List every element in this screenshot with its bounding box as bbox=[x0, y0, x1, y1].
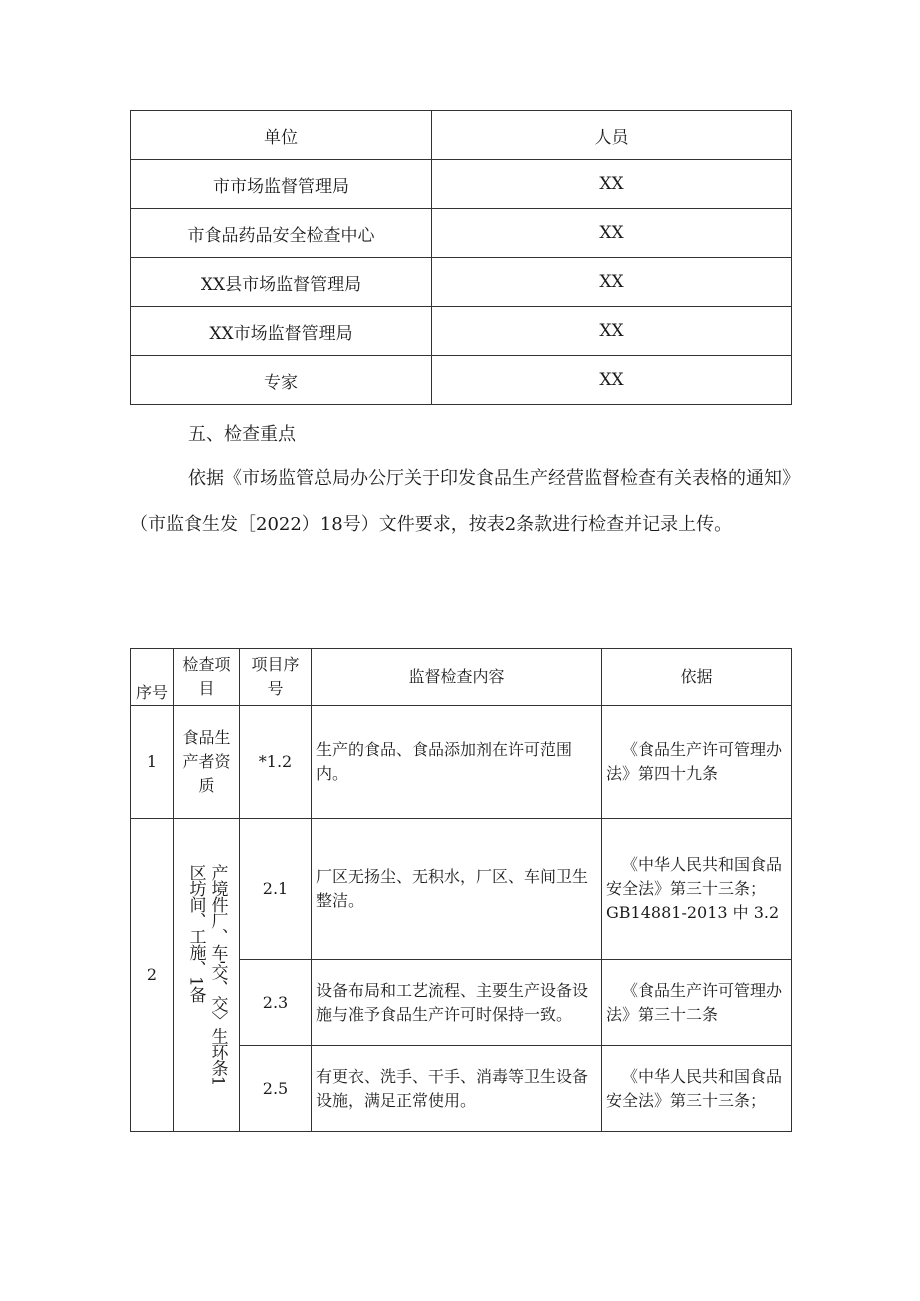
content-cell: 有更衣、洗手、干手、消毒等卫生设备设施，满足正常使用。 bbox=[312, 1046, 602, 1132]
header-personnel: 人员 bbox=[432, 111, 792, 160]
seq-cell: 2 bbox=[131, 819, 174, 1132]
basis-cell bbox=[602, 819, 792, 960]
table-header-row bbox=[131, 649, 792, 706]
header-content: 监督检查内容 bbox=[312, 649, 602, 706]
personnel-cell: XX bbox=[432, 209, 792, 258]
inspection-table bbox=[130, 648, 792, 1132]
header-basis: 依据 bbox=[602, 649, 792, 706]
item-cell: 食品生产者资质 bbox=[174, 706, 240, 819]
basis-cell: 《食品生产许可管理办法》第三十二条 bbox=[602, 960, 792, 1046]
table-row bbox=[131, 160, 792, 209]
personnel-cell: XX bbox=[432, 258, 792, 307]
content-cell: 设备布局和工艺流程、主要生产设备设施与准予食品生产许可时保持一致。 bbox=[312, 960, 602, 1046]
item-no-cell: *1.2 bbox=[240, 706, 312, 819]
item-no-cell: 2.5 bbox=[240, 1046, 312, 1132]
unit-cell: 专家 bbox=[131, 356, 432, 405]
table-row bbox=[131, 356, 792, 405]
table-row bbox=[131, 258, 792, 307]
basis-line: 《中华人民共和国食品安全法》第三十三条； bbox=[606, 855, 783, 898]
seq-cell: 1 bbox=[131, 706, 174, 819]
table-row bbox=[131, 307, 792, 356]
item-vertical-text: 区坊间、工施、1备 bbox=[185, 864, 206, 1003]
header-unit: 单位 bbox=[131, 111, 432, 160]
basis-line: GB14881-2013 中 3.2 bbox=[606, 903, 780, 922]
table-row bbox=[131, 209, 792, 258]
basis-cell: 《中华人民共和国食品安全法》第三十三条； bbox=[602, 1046, 792, 1132]
personnel-cell: XX bbox=[432, 356, 792, 405]
table-row bbox=[131, 706, 792, 819]
unit-cell: 市市场监督管理局 bbox=[131, 160, 432, 209]
section-heading: 五、检查重点 bbox=[188, 424, 296, 445]
staff-table bbox=[130, 110, 792, 405]
item-no-cell: 2.3 bbox=[240, 960, 312, 1046]
content-cell: 厂区无扬尘、无积水，厂区、车间卫生整洁。 bbox=[312, 819, 602, 960]
unit-cell: 市食品药品安全检查中心 bbox=[131, 209, 432, 258]
personnel-cell: XX bbox=[432, 160, 792, 209]
header-seq: 序号 bbox=[131, 649, 174, 706]
header-item: 检查项目 bbox=[174, 649, 240, 706]
item-cell-vertical bbox=[174, 819, 240, 1132]
unit-cell: XX市场监督管理局 bbox=[131, 307, 432, 356]
section-paragraph: 依据《市场监管总局办公厅关于印发食品生产经营监督检查有关表格的通知》（市监食生发［2022）18号）文件要求，按表2条款进行检查并记录上传。 bbox=[130, 468, 791, 535]
table-header-row bbox=[131, 111, 792, 160]
basis-cell: 《食品生产许可管理办法》第四十九条 bbox=[602, 706, 792, 819]
item-no-cell: 2.1 bbox=[240, 819, 312, 960]
content-cell: 生产的食品、食品添加剂在许可范围内。 bbox=[312, 706, 602, 819]
item-vertical-text: 产境件厂、车'交、交〉生环条1 bbox=[207, 864, 228, 1086]
personnel-cell: XX bbox=[432, 307, 792, 356]
unit-cell: XX县市场监督管理局 bbox=[131, 258, 432, 307]
header-item-no: 项目序号 bbox=[240, 649, 312, 706]
table-row bbox=[131, 819, 792, 960]
